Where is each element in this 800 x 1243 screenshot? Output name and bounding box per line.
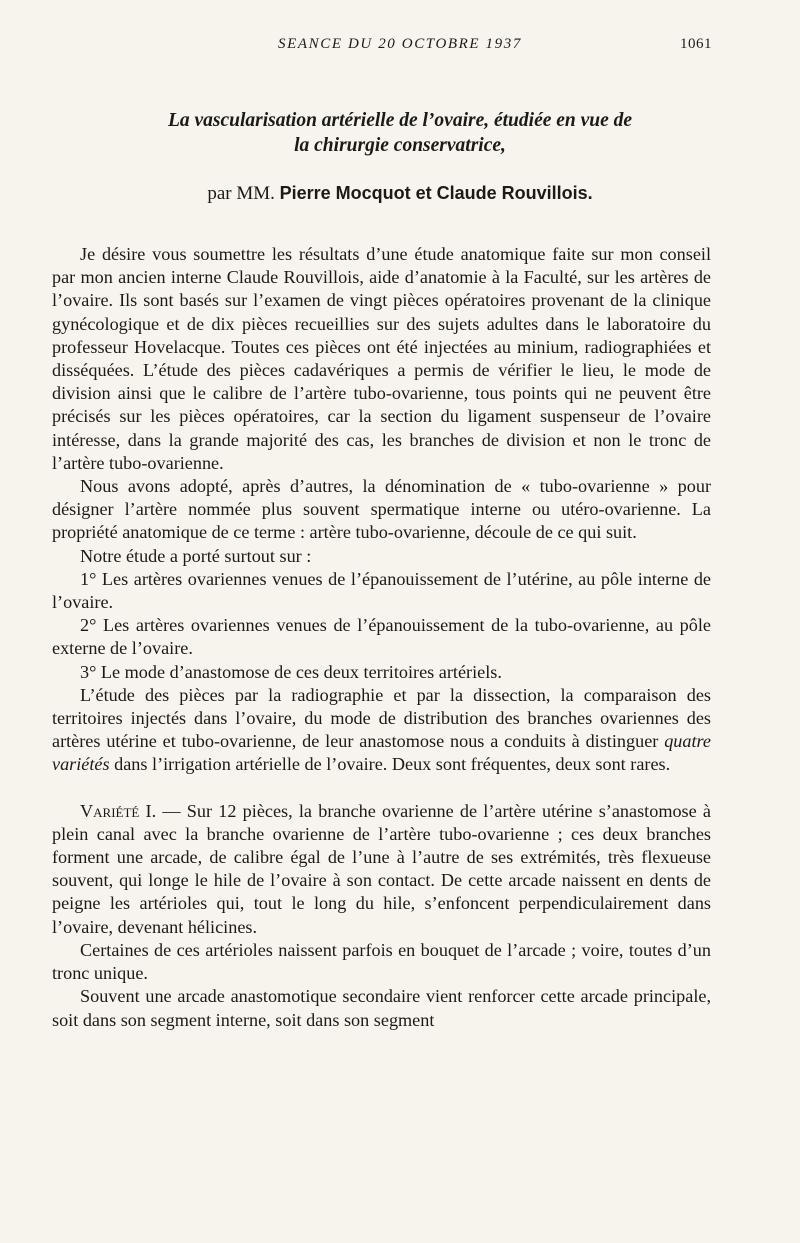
paragraph-secondary-arcade: Souvent une arcade anastomotique secondaire vient renforcer cette arcade principale, soit dans son segment interne, soit dans son segment [52,986,711,1030]
article-title [60,108,740,158]
paragraph-variety-1 [52,800,711,939]
variety-1-label: Variété I. [80,800,157,821]
paragraph-intro: Je désire vous soumettre les résultats d’une étude anatomique faite sur mon conseil par mon ancien interne Claude Rouvillois, aide d’anatomie à la Faculté, sur les artères de l’ovaire. Ils sont basés sur l’examen de vingt pièces opératoires provenant de la clinique gynécologique et de dix pièces recueillies sur des sujets adultes dans le laboratoire du professeur Hovelacque. Toutes ces pièces ont été injectées au minium, radiographiées et disséquées. L’étude des pièces cadavériques a permis de vérifier le lieu, le mode de division ainsi que le calibre de l’artère tubo-ovarienne, tous points qui ne peuvent être précisés sur les pièces opératoires, car la section du ligament suspenseur de l’ovaire intéresse, dans la grande majorité des cas, les branches de division et non le tronc de l’artère tubo-ovarienne. [52,244,711,473]
byline-authors: Pierre Mocquot et Claude Rouvillois. [279,183,593,203]
article-title-line-1: La vascularisation artérielle de l’ovaire, étudiée en vue de [167,110,633,131]
varieties-emphasis: quatre variétés [52,731,711,775]
varieties-text-before: L’étude des pièces par la radiographie et par la dissection, la comparaison des territoires injectés dans l’ovaire, du mode de distribution des branches ovariennes des artères utérine et tubo-ovarienne, de leur anastomose nous a conduits à distinguer [52,684,711,752]
paragraph-varieties [52,684,711,777]
article-title-line-2: la chirurgie conservatrice, [294,135,506,156]
byline [60,180,740,207]
varieties-text-after: dans l’irrigation artérielle de l’ovaire. Deux sont fréquentes, deux sont rares. [109,754,671,775]
paragraph-study-scope: Notre étude a porté surtout sur : [80,545,312,566]
paragraph-list-item-2: 2° Les artères ovariennes venues de l’épanouissement de la tubo-ovarienne, au pôle externe de l’ovaire. [52,615,711,659]
page-number: 1061 [680,36,712,52]
article-body [52,243,711,1032]
paragraph-terminology: Nous avons adopté, après d’autres, la dénomination de « tubo-ovarienne » pour désigner l’artère nommée plus souvent spermatique interne ou utéro-ovarienne. La propriété anatomique de ce terme : artère tubo-ovarienne, découle de ce qui suit. [52,476,711,543]
running-head-title: SEANCE DU 20 OCTOBRE 1937 [278,36,522,52]
variety-1-text: — Sur 12 pièces, la branche ovarienne de l’artère utérine s’anastomose à plein canal avec la branche ovarienne de l’artère tubo-ovarienne ; ces deux branches forment une arcade, de calibre égal de l’une à l’autre de ses extrémités, très flexueuse souvent, qui longe le hile de l’ovaire à son contact. De cette arcade naissent en dents de peigne les artérioles qui, tout le long du hile, s’enfoncent perpendiculairement dans l’ovaire, devenant hélicines. [52,800,711,937]
running-head [0,36,800,58]
paragraph-list-item-3: 3° Le mode d’anastomose de ces deux territoires artériels. [80,661,502,682]
paragraph-list-item-1: 1° Les artères ovariennes venues de l’épanouissement de l’utérine, au pôle interne de l’ovaire. [52,568,711,613]
paragraph-arterioles: Certaines de ces artérioles naissent parfois en bouquet de l’arcade ; voire, toutes d’un tronc unique. [52,939,711,984]
byline-prefix: par MM. [207,183,280,204]
